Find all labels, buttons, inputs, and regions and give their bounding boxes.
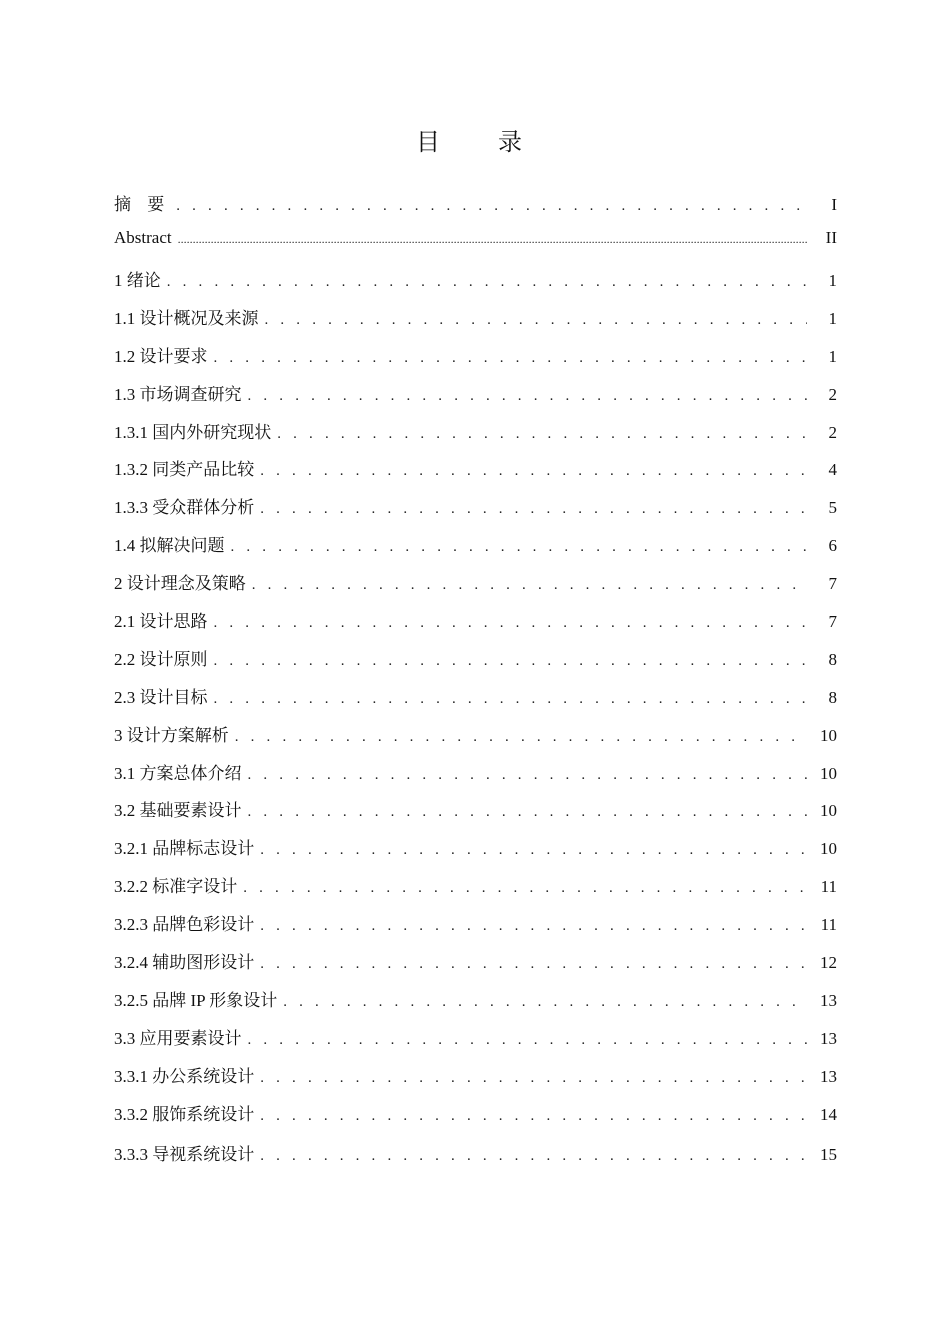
toc-entry-page: 13 xyxy=(820,1028,837,1048)
toc-entry-page: 8 xyxy=(828,649,837,669)
toc-entry[interactable] xyxy=(114,910,837,948)
toc-entry[interactable] xyxy=(114,1100,837,1138)
toc-entry[interactable] xyxy=(114,531,837,569)
toc-entry-page: 10 xyxy=(820,801,837,821)
toc-entry[interactable] xyxy=(114,683,837,721)
toc-entry-page: 14 xyxy=(820,1104,837,1124)
toc-entry-label: 2.1 设计思路 xyxy=(114,612,208,632)
toc-entry-page: 10 xyxy=(820,763,837,783)
toc-dot-leader xyxy=(260,463,807,480)
toc-entry-page: 1 xyxy=(828,346,837,366)
toc-entry[interactable] xyxy=(114,493,837,531)
toc-dot-leader xyxy=(214,653,808,670)
toc-dot-leader xyxy=(167,274,807,291)
toc-dot-leader xyxy=(214,350,808,367)
toc-entry-label: 1.3.1 国内外研究现状 xyxy=(114,422,272,442)
toc-entry-label: 3.1 方案总体介绍 xyxy=(114,763,242,783)
toc-entry[interactable] xyxy=(114,645,837,683)
toc-dot-leader xyxy=(260,842,807,859)
toc-dot-leader xyxy=(260,918,807,935)
toc-dot-leader xyxy=(214,615,808,632)
toc-dot-leader xyxy=(283,994,807,1011)
page-title: 目 录 xyxy=(416,130,548,156)
toc-entry-page: 7 xyxy=(828,574,837,594)
toc-entry-label: 1.2 设计要求 xyxy=(114,346,208,366)
toc-dot-leader xyxy=(235,729,807,746)
toc-entry-page: 13 xyxy=(820,990,837,1010)
toc-entry-page: II xyxy=(825,228,837,247)
toc-dot-leader xyxy=(265,312,808,329)
toc-entry[interactable] xyxy=(114,569,837,607)
toc-entry-label: 3.2.3 品牌色彩设计 xyxy=(114,915,255,935)
toc-dot-leader xyxy=(176,198,807,215)
toc-dot-leader xyxy=(260,501,807,518)
toc-entry-label: 3.2.4 辅助图形设计 xyxy=(114,953,255,973)
toc-entry[interactable] xyxy=(114,455,837,493)
toc-entry-page: 10 xyxy=(820,725,837,745)
toc-entry-page: 11 xyxy=(820,877,837,897)
toc-entry[interactable] xyxy=(114,1062,837,1100)
toc-entry[interactable] xyxy=(114,1140,837,1178)
toc-entry-page: 7 xyxy=(828,612,837,632)
toc-entry-label: 3.3.1 办公系统设计 xyxy=(114,1066,255,1086)
toc-entry-page: 10 xyxy=(820,839,837,859)
toc-entry-label: 1 绪论 xyxy=(114,271,161,290)
toc-entry[interactable] xyxy=(114,796,837,834)
table-of-contents xyxy=(114,190,837,1178)
toc-dot-leader xyxy=(248,388,808,405)
toc-entry[interactable] xyxy=(114,418,837,456)
toc-dot-leader xyxy=(243,880,807,897)
toc-entry-page: 13 xyxy=(820,1066,837,1086)
toc-entry[interactable] xyxy=(114,228,837,266)
toc-dot-leader xyxy=(260,1148,807,1165)
toc-dot-leader xyxy=(178,232,807,247)
toc-dot-leader xyxy=(260,956,807,973)
toc-entry-page: 2 xyxy=(828,384,837,404)
toc-dot-leader xyxy=(231,539,808,556)
toc-entry-page: 4 xyxy=(828,460,837,480)
toc-entry-label: 1.3 市场调查研究 xyxy=(114,384,242,404)
toc-entry-label: 1.4 拟解决问题 xyxy=(114,536,225,556)
toc-entry-label: 3.2.5 品牌 IP 形象设计 xyxy=(114,990,278,1010)
toc-entry-label: 2 设计理念及策略 xyxy=(114,574,246,594)
toc-entry[interactable] xyxy=(114,986,837,1024)
toc-entry[interactable] xyxy=(114,266,837,304)
toc-entry[interactable] xyxy=(114,834,837,872)
toc-entry[interactable] xyxy=(114,759,837,797)
toc-entry-label: 3.2 基础要素设计 xyxy=(114,801,242,821)
toc-dot-leader xyxy=(277,426,807,443)
toc-entry-label: 1.1 设计概况及来源 xyxy=(114,308,259,328)
toc-entry-label: 3.3 应用要素设计 xyxy=(114,1028,242,1048)
toc-entry[interactable] xyxy=(114,342,837,380)
toc-entry-page: 6 xyxy=(828,536,837,556)
toc-entry-label: Abstract xyxy=(114,228,172,247)
toc-entry[interactable] xyxy=(114,1024,837,1062)
toc-entry-label: 1.3.2 同类产品比较 xyxy=(114,460,255,480)
toc-entry[interactable] xyxy=(114,190,837,228)
toc-entry[interactable] xyxy=(114,304,837,342)
toc-dot-leader xyxy=(260,1108,807,1125)
toc-entry-label: 2.3 设计目标 xyxy=(114,687,208,707)
toc-entry[interactable] xyxy=(114,607,837,645)
toc-entry[interactable] xyxy=(114,872,837,910)
toc-entry[interactable] xyxy=(114,380,837,418)
toc-dot-leader xyxy=(248,767,808,784)
toc-entry-label: 3.2.1 品牌标志设计 xyxy=(114,839,255,859)
toc-dot-leader xyxy=(248,804,808,821)
toc-entry[interactable] xyxy=(114,721,837,759)
toc-entry-page: I xyxy=(831,195,837,214)
toc-entry-label: 2.2 设计原则 xyxy=(114,649,208,669)
toc-entry-label: 1.3.3 受众群体分析 xyxy=(114,498,255,518)
toc-entry-label: 3.2.2 标准字设计 xyxy=(114,877,238,897)
toc-entry-label: 3 设计方案解析 xyxy=(114,725,229,745)
toc-entry-page: 15 xyxy=(820,1145,837,1165)
toc-entry-page: 1 xyxy=(828,308,837,328)
toc-dot-leader xyxy=(260,1070,807,1087)
toc-entry-label: 3.3.2 服饰系统设计 xyxy=(114,1104,255,1124)
toc-dot-leader xyxy=(248,1032,808,1049)
toc-entry-label: 3.3.3 导视系统设计 xyxy=(114,1145,255,1165)
toc-entry-page: 8 xyxy=(828,687,837,707)
toc-dot-leader xyxy=(214,691,808,708)
toc-entry-page: 1 xyxy=(828,271,837,290)
toc-entry-page: 2 xyxy=(828,422,837,442)
toc-entry[interactable] xyxy=(114,948,837,986)
toc-entry-page: 12 xyxy=(820,953,837,973)
toc-entry-page: 5 xyxy=(828,498,837,518)
toc-entry-page: 11 xyxy=(820,915,837,935)
toc-entry-label: 摘 要 xyxy=(114,195,171,214)
toc-dot-leader xyxy=(252,577,807,594)
